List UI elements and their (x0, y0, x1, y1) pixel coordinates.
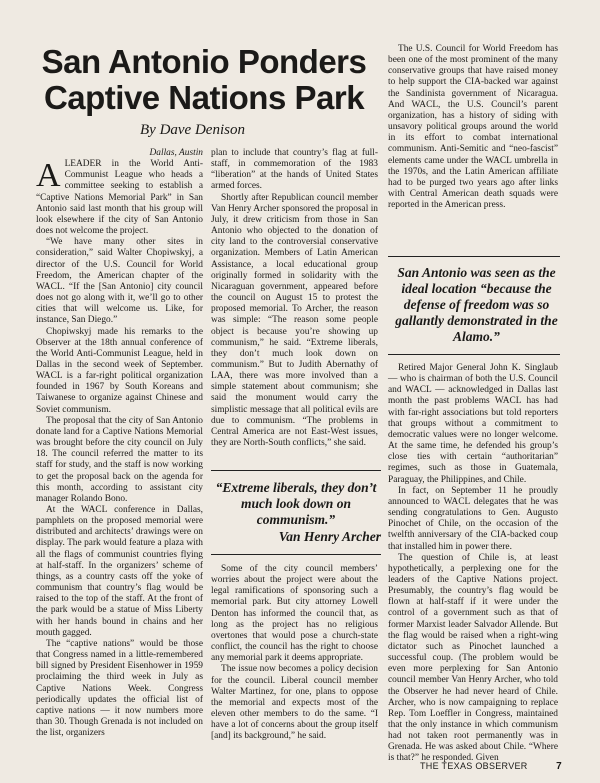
paragraph: The proposal that the city of San Antonio donate land for a Captive Nations Memorial was brought before the city council on July 18. The council referred the matter to its staff for study, and the staff is now working to get the proposal back on the agenda for this month, according to assistant city manager Rolando Bono. (36, 415, 203, 504)
paragraph: plan to include that country’s flag at full-staff, in commemoration of the 1983 “liberation” at the hands of United States armed forces. (211, 148, 378, 192)
page-number: 7 (556, 761, 562, 772)
pull-quote-rule-bottom (211, 554, 381, 555)
pull-quote-alamo: San Antonio was seen as the ideal location “because the defense of freedom was so gallantly demonstrated in the Alamo.” (395, 265, 558, 344)
pull-quote-text: “Extreme liberals, they don’t much look down on communism.” (215, 480, 377, 527)
column-1 (36, 148, 203, 773)
column-2-top (211, 148, 378, 460)
drop-cap: A (36, 157, 61, 195)
pull-quote-rule-top (388, 256, 560, 257)
column-3-bottom (388, 363, 558, 764)
byline: By Dave Denison (140, 122, 245, 138)
headline: San Antonio Ponders Captive Nations Park (41, 43, 367, 116)
paragraph: Chopiwskyj made his remarks to the Observer at the 18th annual conference of the World Anti-Communist League, held in Dallas in the second week of September. WACL is a far-right political organization founded in 1967 by South Koreans and Taiwanese to organize against Chinese and Soviet communism. (36, 326, 203, 415)
pull-quote-attribution: Van Henry Archer (278, 529, 381, 544)
dateline: Dallas, Austin (149, 148, 203, 158)
paragraph: At the WACL conference in Dallas, pamphlets on the proposed memorial were distributed and architects’ drawings were on display. The park would feature a plaza with all the flags of communist countries flying at half-staff. In the organizers’ scheme of things, as a country casts off the yoke of communism that country’s flag would be raised to the top of the staff. At the front of the park would be a statue of Miss Liberty with her hands bound in chains and her mouth gagged. (36, 505, 203, 638)
column-2-bottom (211, 564, 378, 758)
pull-quote-archer (211, 480, 381, 545)
paragraph: “We have many other sites in consideration,” said Walter Chopiwskyj, a director of the U.S. Council for World Freedom, the American chapter of the WACL. “If the [San Antonio] city council does not go along with it, we’ll go to other cities that will welcome us. Like, for instance, San Diego.” (36, 237, 203, 326)
pull-quote-rule-top (211, 470, 381, 471)
paragraph: The issue now becomes a policy decision for the council. Liberal council member Walter Martinez, for one, plans to oppose the memorial and expects most of the eleven other members to do the same. “I have a lot of concerns about the group itself [and] its background,” he said. (211, 664, 378, 742)
paragraph: In fact, on September 11 he proudly announced to WACL delegates that he was sending congratulations to Gen. Augusto Pinochet of Chile, on the occasion of the twelfth anniversary of the CIA-backed coup that installed him in power there. (388, 485, 558, 552)
column-3-top (388, 44, 558, 251)
paragraph: The “captive nations” would be those that Congress named in a little-remembered bill signed by President Eisenhower in 1959 proclaiming the third week in July as Captive Nations Week. Congress periodically updates the official list of captive nations — it now numbers more than 30. Though Grenada is not included on the list, organizers (36, 638, 203, 739)
paragraph: The question of Chile is, at least hypothetically, a perplexing one for the leaders of the Captive Nations project. Presumably, the country’s flag would be flown at half-staff if it were under the control of a government such as that of former Marxist leader Salvador Allende. But the flag would be raised when a right-wing dictator such as Pinochet launched a successful coup. (The problem would be even more perplexing for San Antonio council member Van Henry Archer, who told the Observer he had never heard of Chile. Archer, who is now campaigning to replace Rep. Tom Loeffler in Congress, maintained that the only instance in which communism had not taken root permanently was in Grenada. He was asked about Chile. “Where is that?” he responded. Given (388, 552, 558, 764)
paragraph: Shortly after Republican council member Van Henry Archer sponsored the proposal in July, it drew criticism from those in San Antonio who objected to the donation of city land to the controversial conservative organization. Members of Latin American Assistance, a local educational group originally formed in solidarity with the Nicaraguan government, appeared before the council on August 15 to protest the proposed memorial. To Archer, the reason was simple: “The reason some people object is because you’re showing up communism,” he said. “Extreme liberals, they don’t much look down on communism.” But to Judith Abernathy of LAA, there was more involved than a simple statement about communism; she said the monument would carry the simplistic message that all political evils are due to communism. “The problems in Central America are not East-West issues, they are North-South conflicts,” she said. (211, 192, 378, 449)
paragraph: The U.S. Council for World Freedom has been one of the most prominent of the many conservative groups that have raised money to help support the CIA-backed war against the Sandinista government of Nicaragua. And WACL, the U.S. Council’s parent organization, has a history of siding with unsavory political groups around the world in its effort to combat international communism. Anti-Semitic and “neo-fascist” elements came under the WACL umbrella in the 1970s, and the Latin American affiliate had to be purged two years ago after links with Central American death squads were reported in the American press. (388, 44, 558, 211)
lead-paragraph (36, 159, 203, 237)
publication-name: THE TEXAS OBSERVER (420, 761, 528, 771)
page-footer (420, 761, 562, 772)
lead-text: LEADER in the World Anti-Communist League who heads a committee seeking to establish a “Captive Nations Memorial Park” in San Antonio said last month that his group will look elsewhere if the city of San Antonio does not welcome the project. (36, 159, 203, 237)
paragraph: Some of the city council members’ worries about the project were about the legal ramifications of sponsoring such a memorial park. But city attorney Lowell Denton has informed the council that, as long as the project has no religious overtones that would pose a church-state conflict, the council has the right to choose any memorial park it deems appropriate. (211, 564, 378, 664)
pull-quote-rule-bottom (388, 354, 560, 355)
paragraph: Retired Major General John K. Singlaub — who is chairman of both the U.S. Council and WACL — acknowledged in Dallas last month the past problems WACL has had with far-right associations but told reporters that groups without a commitment to democratic values were no longer welcome. At the same time, he defended his group’s close ties with certain “authoritarian” regimes, such as those in Guatemala, Paraguay, the Philippines, and Chile. (388, 363, 558, 485)
